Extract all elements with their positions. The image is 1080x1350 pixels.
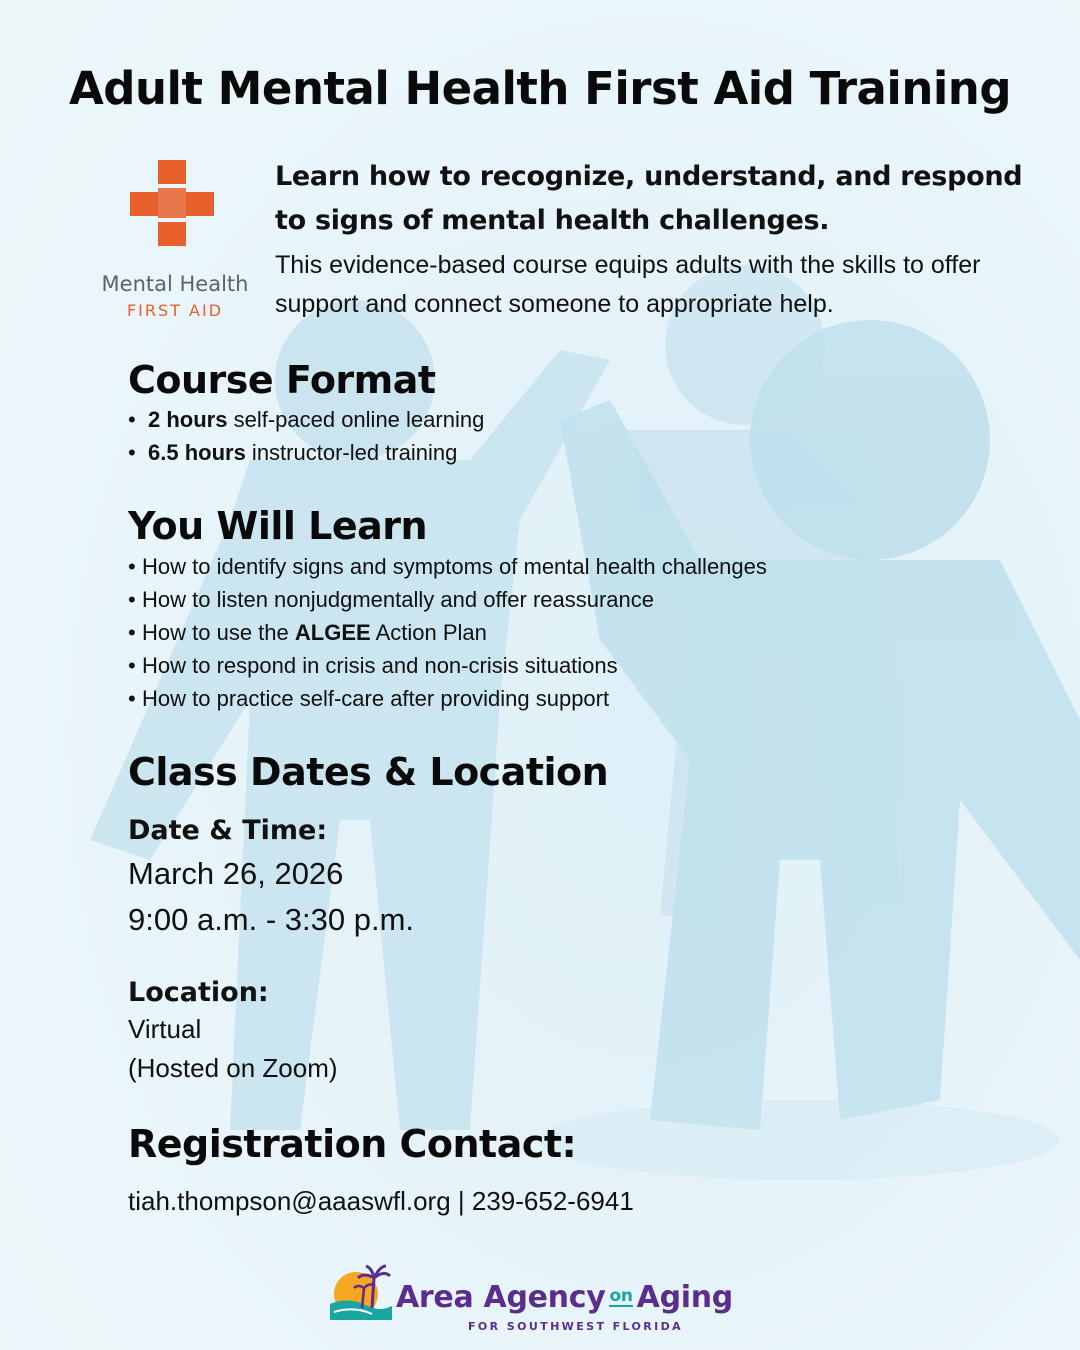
location-detail: (Hosted on Zoom) <box>128 1053 338 1083</box>
area-agency-on-aging-logo <box>328 1258 758 1338</box>
class-time: 9:00 a.m. - 3:30 p.m. <box>128 902 415 937</box>
mhfa-logo-name: Mental Health <box>101 272 249 296</box>
aaa-logo-sub: FOR SOUTHWEST FLORIDA <box>468 1320 684 1333</box>
list-item: • How to use the ALGEE Action Plan <box>128 620 487 645</box>
intro-headline: Learn how to recognize, understand, and respond to signs of mental health challenges. <box>275 161 1023 236</box>
orange-cross-icon <box>130 160 220 250</box>
you-will-learn-list <box>128 550 767 715</box>
date-time-label: Date & Time: <box>128 815 328 846</box>
intro-body: This evidence-based course equips adults with the skills to offer support and connect someone to appropriate help. <box>275 251 981 318</box>
you-will-learn-heading: You Will Learn <box>128 504 428 548</box>
course-format-list <box>128 403 484 469</box>
class-date: March 26, 2026 <box>128 856 344 891</box>
location-value: Virtual <box>128 1014 202 1044</box>
mhfa-logo-sub: FIRST AID <box>126 301 224 320</box>
list-item: • How to practice self-care after providing support <box>128 686 610 711</box>
registration-contact: tiah.thompson@aaaswfl.org | 239-652-6941 <box>128 1186 634 1216</box>
class-dates-heading: Class Dates & Location <box>128 750 609 794</box>
course-format-heading: Course Format <box>128 358 436 402</box>
page-title: Adult Mental Health First Aid Training <box>68 62 1012 115</box>
list-item: • 2 hours self-paced online learning <box>128 407 485 432</box>
registration-heading: Registration Contact: <box>128 1122 577 1166</box>
location-label: Location: <box>128 977 269 1008</box>
list-item: • How to listen nonjudgmentally and offer reassurance <box>128 587 655 612</box>
sun-palm-icon <box>328 1262 394 1320</box>
aaa-logo-name: Area Agency on Aging <box>396 1280 733 1315</box>
list-item: • 6.5 hours instructor-led training <box>128 440 458 465</box>
mhfa-logo <box>86 160 264 330</box>
list-item: • How to respond in crisis and non-crisis situations <box>128 653 618 678</box>
list-item: • How to identify signs and symptoms of mental health challenges <box>128 554 767 579</box>
